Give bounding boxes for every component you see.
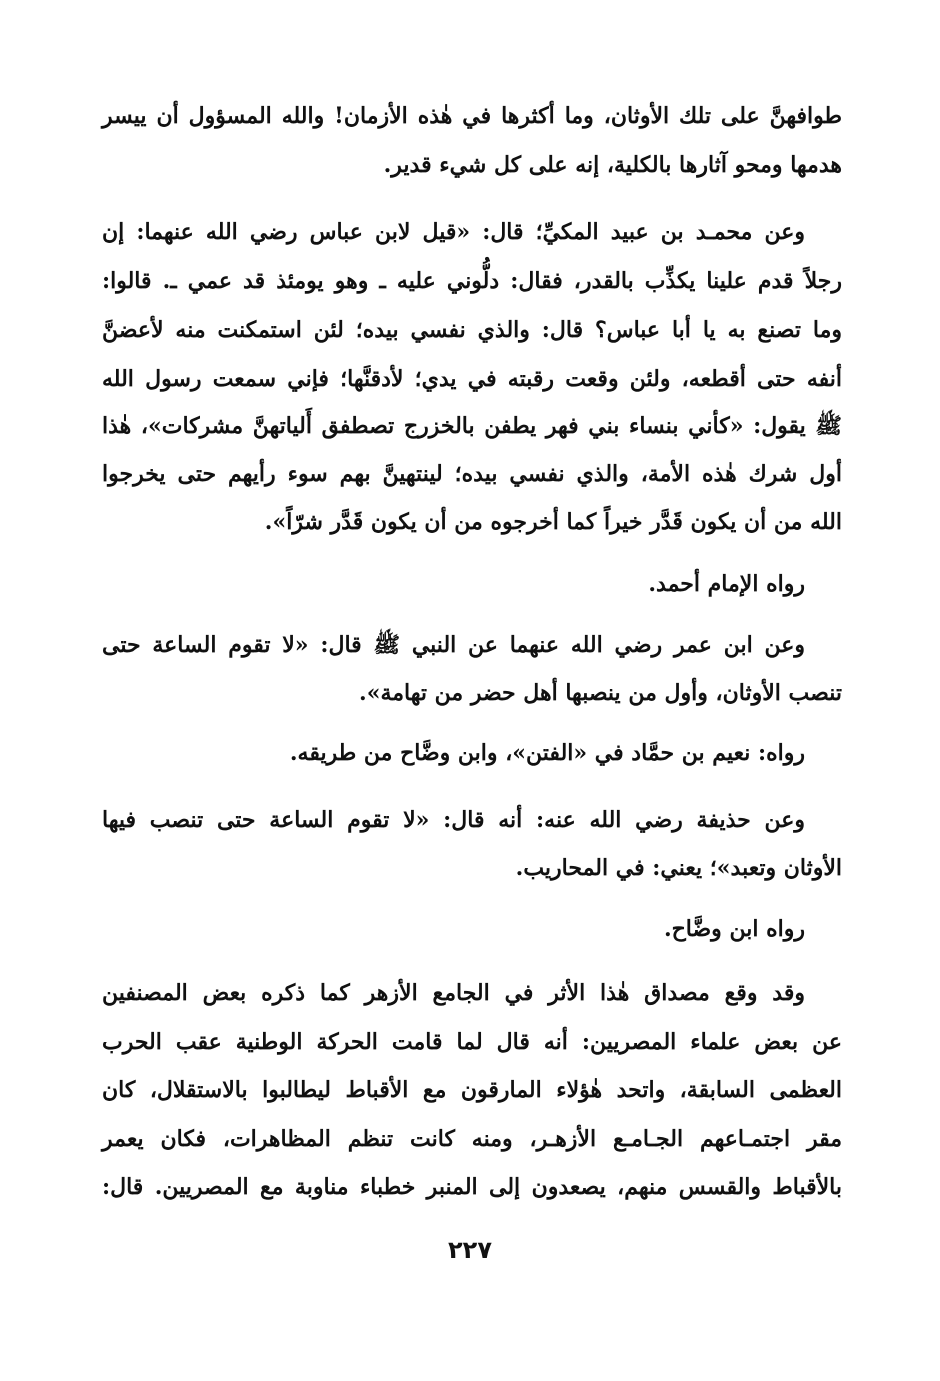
text-line: بالأقباط والقسس منهم، يصعدون إلى المنبر خطباء مناوبة مع المصريين. قال:: [102, 1174, 842, 1200]
text-line: رواه ابن وضَّاح.: [663, 916, 805, 942]
text-line: مقر اجتمـاعهم الجـامـع الأزهـر، ومنه كانت تنظم المظاهرات، فكان يعمر: [102, 1126, 842, 1152]
text-line: عن بعض علماء المصريين: أنه قال لما قامت الحركة الوطنية عقب الحرب: [102, 1029, 842, 1055]
text-line: أنفه حتى أقطعه، ولئن وقعت رقبته في يدي؛ لأدقنَّها؛ فإني سمعت رسول الله: [102, 366, 842, 392]
text-line: ﷺ يقول: «كأني بنساء بني فهر يطفن بالخزرج تصطفق أَلياتهنَّ مشركات»، هٰذا: [102, 413, 842, 439]
page-number: ٢٢٧: [448, 1236, 492, 1264]
text-line: هدمها ومحو آثارها بالكلية، إنه على كل شيء قدير.: [383, 152, 842, 178]
text-line: رجلاً قدم علينا يكذِّب بالقدر، فقال: دلُّوني عليه ـ وهو يومئذ قد عمي ـ. قالوا:: [102, 268, 842, 294]
text-line: وعن حذيفة رضي الله عنه: أنه قال: «لا تقوم الساعة حتى تنصب فيها: [102, 807, 805, 833]
text-line: وعن محمـد بن عبيد المكيِّ؛ قال: «قيل لابن عباس رضي الله عنهما: إن: [102, 219, 805, 245]
text-line: طوافهنَّ على تلك الأوثان، وما أكثرها في هٰذه الأزمان! والله المسؤول أن ييسر: [102, 103, 842, 129]
text-line: وقد وقع مصداق هٰذا الأثر في الجامع الأزهر كما ذكره بعض المصنفين: [102, 980, 805, 1006]
text-line: أول شرك هٰذه الأمة، والذي نفسي بيده؛ لينتهينَّ بهم سوء رأيهم حتى يخرجوا: [102, 461, 842, 487]
text-line: تنصب الأوثان، وأول من ينصبها أهل حضر من تهامة».: [359, 680, 842, 706]
text-line: رواه: نعيم بن حمَّاد في «الفتن»، وابن وضَّاح من طريقه.: [289, 740, 805, 766]
text-line: وعن ابن عمر رضي الله عنهما عن النبي ﷺ قال: «لا تقوم الساعة حتى: [102, 632, 805, 658]
text-line: الأوثان وتعبد»؛ يعني: في المحاريب.: [515, 855, 842, 881]
text-line: العظمى السابقة، واتحد هٰؤلاء المارقون مع الأقباط ليطالبوا بالاستقلال، كان: [102, 1077, 842, 1103]
text-line: الله من أن يكون قَدَّر خيراً كما أخرجوه من أن يكون قَدَّر شرّاً».: [264, 509, 842, 535]
text-line: رواه الإمام أحمد.: [648, 571, 805, 597]
text-line: وما تصنع به يا أبا عباس؟ قال: والذي نفسي بيده؛ لئن استمكنت منه لأعضنَّ: [102, 317, 842, 343]
